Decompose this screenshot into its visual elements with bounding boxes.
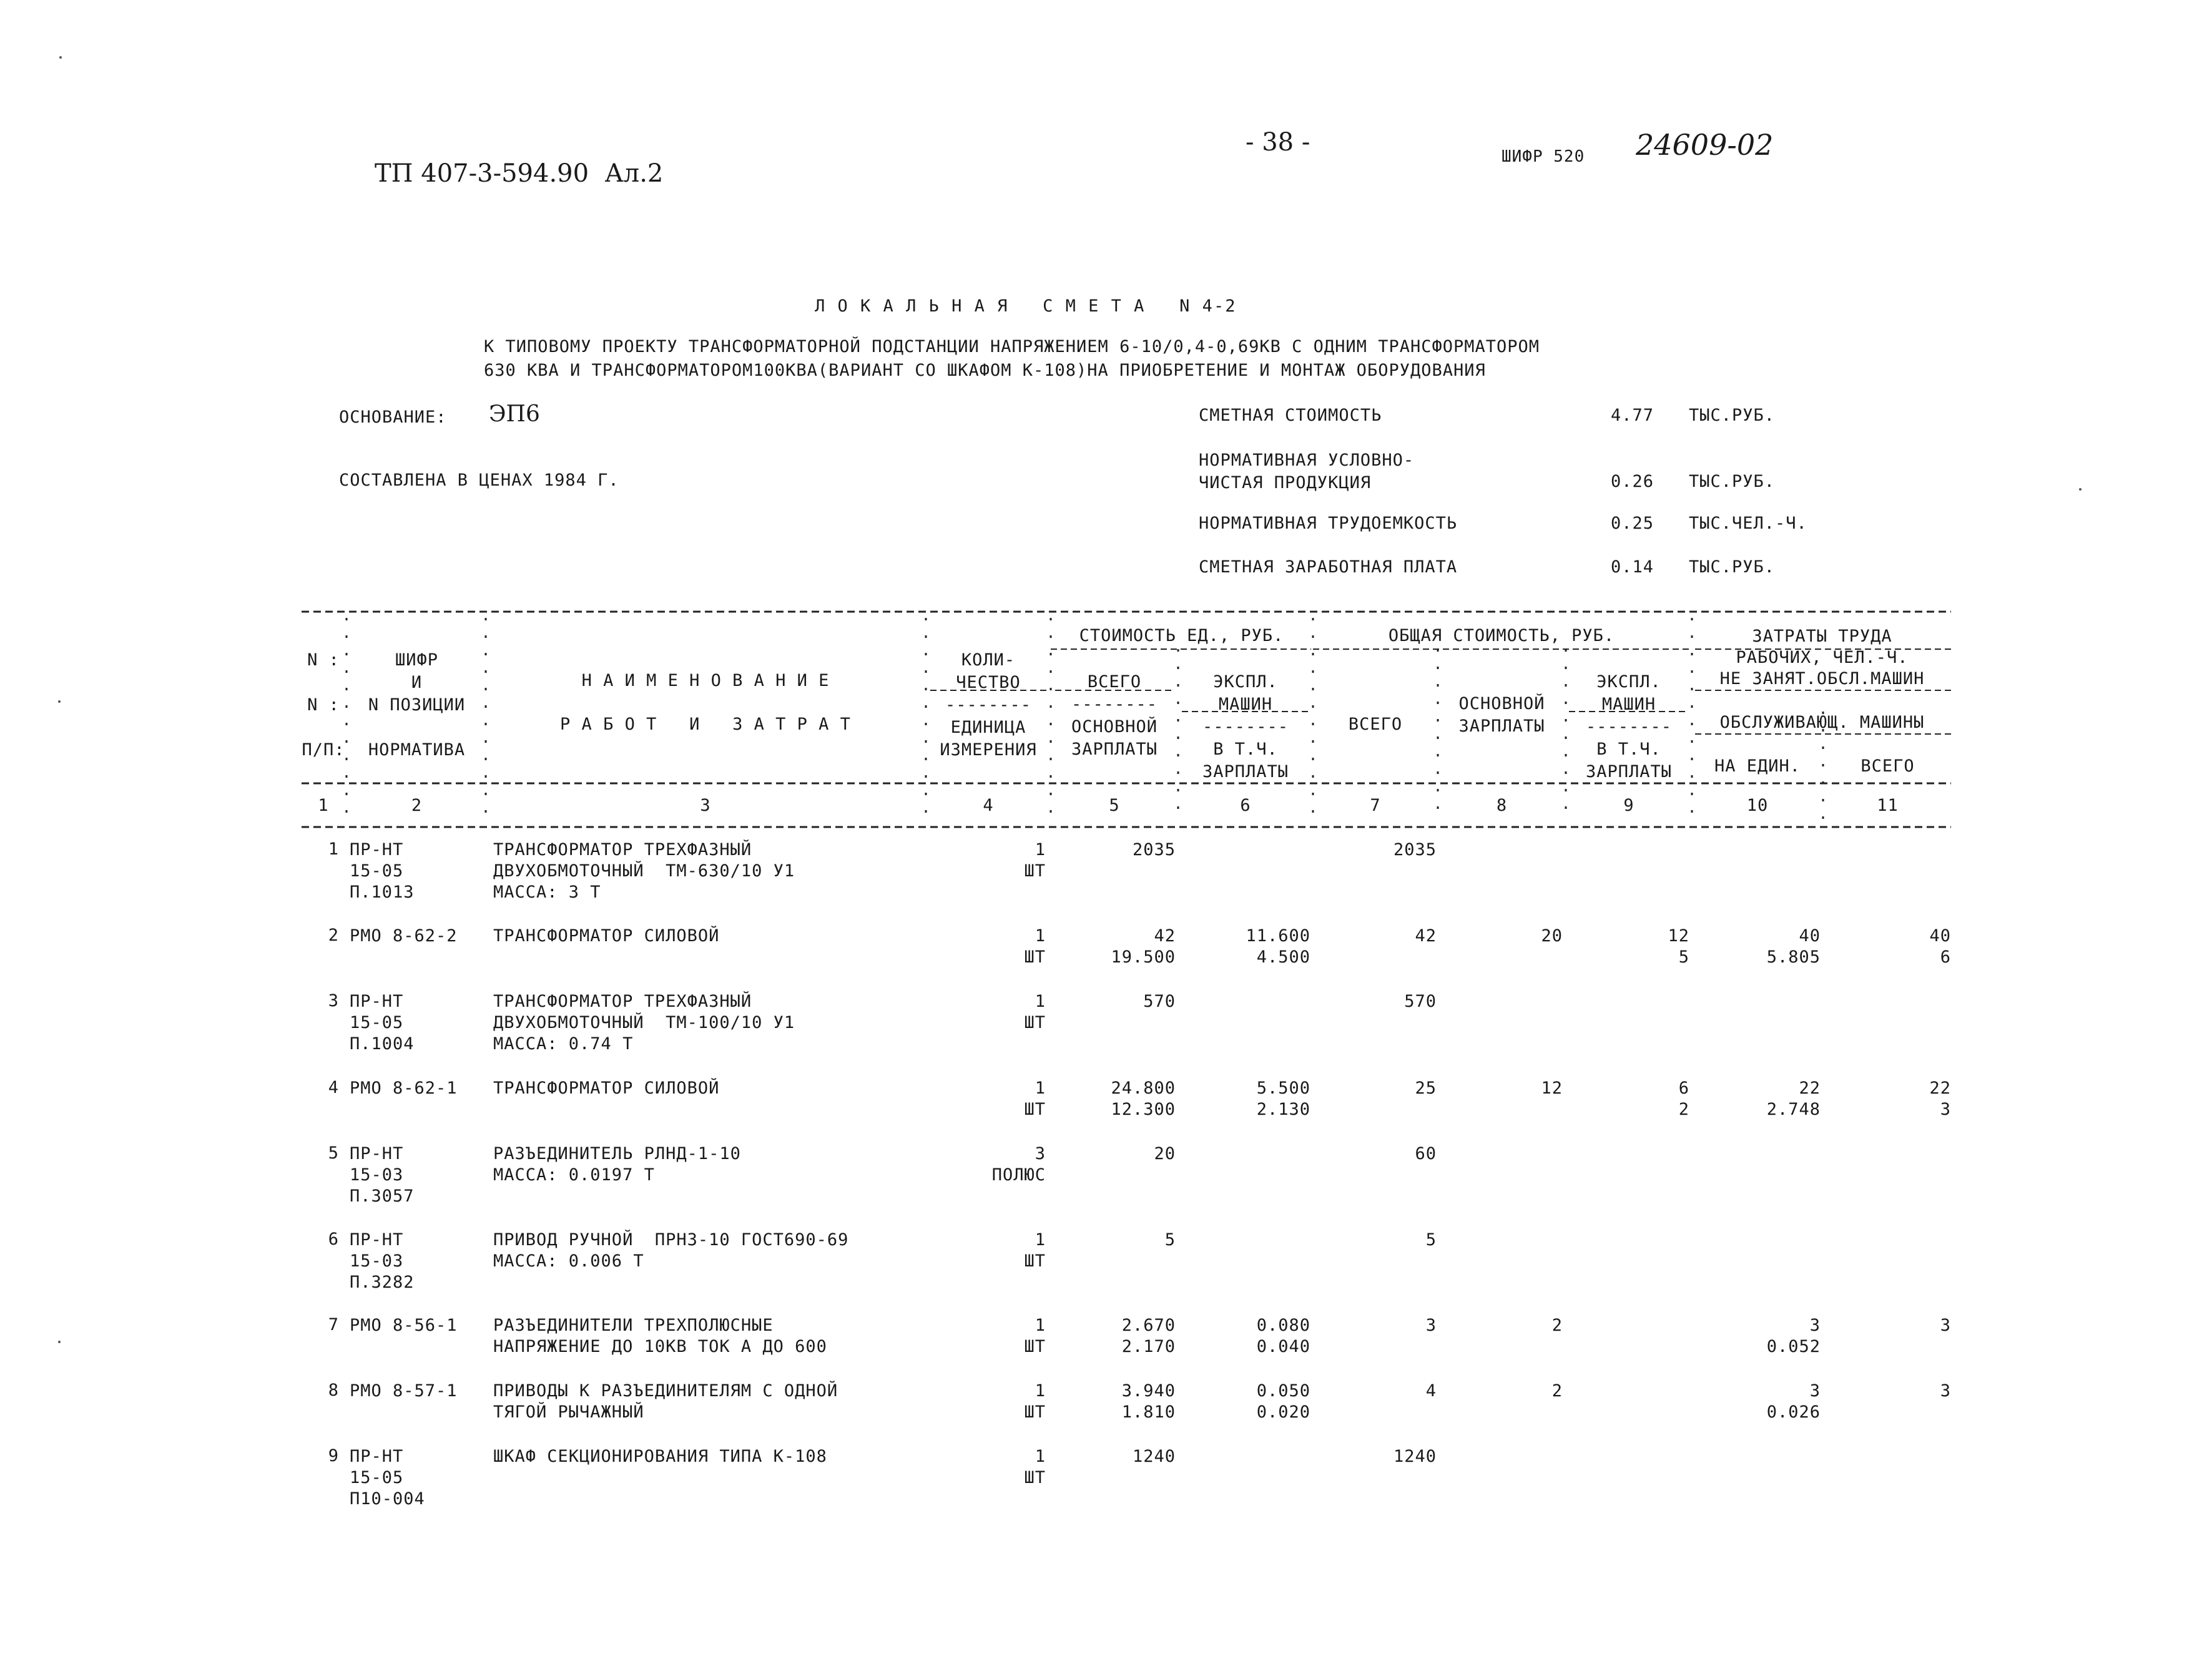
row-code: РМО 8-57-1 (350, 1381, 458, 1401)
summary-label: НОРМАТИВНАЯ ТРУДОЕМКОСТЬ (1199, 514, 1458, 533)
cipher-number: 24609-02 (1636, 128, 1774, 162)
cipher-label: ШИФР 520 (1502, 147, 1585, 166)
basis-label: ОСНОВАНИЕ: (339, 408, 447, 427)
basis-value: ЭП6 (489, 401, 540, 427)
row-qty: 1 ШТ (1024, 1447, 1046, 1487)
row-total: 5 (1425, 1230, 1437, 1250)
col-number: 7 (1370, 796, 1381, 815)
summary-label: СМЕТНАЯ СТОИМОСТЬ (1199, 406, 1382, 425)
col-number: 3 (700, 796, 711, 815)
row-labor-total: 3 (1940, 1381, 1951, 1401)
header-col-7: ВСЕГО (1348, 715, 1403, 734)
estimate-subtitle-line2: 630 КВА И ТРАНСФОРМАТОРОМ100КВА(ВАРИАНТ СО ШКАФОМ К-108)НА ПРИОБРЕТЕНИЕ И МОНТАЖ ОБОРУДОВАНИЯ (484, 361, 1486, 380)
header-col-number: N : N : П/П: (302, 650, 345, 760)
row-total: 570 (1404, 992, 1437, 1011)
header-col-code: ШИФР И N ПОЗИЦИИ НОРМАТИВА (368, 650, 466, 760)
row-unit-total: 5 (1164, 1230, 1176, 1250)
col-number: 5 (1109, 796, 1120, 815)
summary-value: 0.26 (1611, 472, 1654, 491)
row-unit-total: 570 (1143, 992, 1176, 1011)
scan-speck (59, 56, 62, 59)
row-total-wages: 20 (1541, 926, 1563, 946)
row-unit-total: 3.940 1.810 (1121, 1381, 1176, 1422)
row-qty: 1 ШТ (1024, 1230, 1046, 1271)
summary-unit: ТЫС.ЧЕЛ.-Ч. (1689, 514, 1807, 533)
row-code: ПР-НТ 15-03 П.3282 (350, 1230, 415, 1292)
row-labor-total: 40 6 (1929, 926, 1951, 967)
estimate-title: Л О К А Л Ь Н А Я С М Е Т А N 4-2 (815, 296, 1237, 316)
header-col-5: ВСЕГО -------- ОСНОВНОЙ ЗАРПЛАТЫ (1071, 672, 1158, 759)
row-qty: 1 ШТ (1024, 840, 1046, 881)
row-name: ТРАНСФОРМАТОР СИЛОВОЙ (493, 926, 720, 946)
row-name: ТРАНСФОРМАТОР ТРЕХФАЗНЫЙ ДВУХОБМОТОЧНЫЙ ТМ-100/10 У1 МАССА: 0.74 Т (493, 992, 795, 1054)
header-col-9: ЭКСПЛ. МАШИН -------- В Т.Ч. ЗАРПЛАТЫ (1585, 672, 1673, 781)
scan-speck (58, 700, 61, 703)
row-labor-unit: 3 0.052 (1766, 1316, 1821, 1356)
summary-unit: ТЫС.РУБ. (1689, 472, 1776, 491)
row-total-wages: 2 (1551, 1381, 1563, 1401)
scan-speck (58, 1341, 61, 1343)
summary-value: 4.77 (1611, 406, 1654, 425)
row-number: 8 (328, 1381, 339, 1400)
row-name: ШКАФ СЕКЦИОНИРОВАНИЯ ТИПА К-108 (493, 1447, 827, 1466)
compiled-prices-note: СОСТАВЛЕНА В ЦЕНАХ 1984 Г. (339, 471, 619, 490)
row-unit-total: 1240 (1132, 1447, 1176, 1466)
row-code: ПР-НТ 15-03 П.3057 (350, 1144, 415, 1206)
header-col-qty: КОЛИ- ЧЕСТВО -------- ЕДИНИЦА ИЗМЕРЕНИЯ (940, 650, 1037, 760)
header-group-total-cost: ОБЩАЯ СТОИМОСТЬ, РУБ. (1388, 626, 1615, 645)
col-number: 11 (1877, 796, 1899, 815)
row-qty: 1 ШТ (1024, 1316, 1046, 1356)
row-number: 2 (328, 926, 339, 945)
row-labor-unit: 40 5.805 (1766, 926, 1821, 967)
row-number: 3 (328, 991, 339, 1011)
header-group-labor: ЗАТРАТЫ ТРУДА РАБОЧИХ, ЧЕЛ.-Ч. НЕ ЗАНЯТ.ОБСЛ.МАШИН (1719, 627, 1925, 688)
row-total: 42 (1415, 926, 1437, 946)
row-total: 1240 (1393, 1447, 1437, 1466)
row-name: РАЗЪЕДИНИТЕЛИ ТРЕХПОЛЮСНЫЕ НАПРЯЖЕНИЕ ДО 10КВ ТОК А ДО 600 (493, 1316, 827, 1356)
summary-value: 0.25 (1611, 514, 1654, 533)
header-group-labor-machines: ОБСЛУЖИВАЮЩ. МАШИНЫ (1719, 713, 1925, 732)
row-code: РМО 8-56-1 (350, 1316, 458, 1335)
row-code: ПР-НТ 15-05 П.1004 (350, 992, 415, 1054)
row-total: 4 (1425, 1381, 1437, 1401)
row-number: 1 (328, 839, 339, 859)
row-name: ТРАНСФОРМАТОР ТРЕХФАЗНЫЙ ДВУХОБМОТОЧНЫЙ ТМ-630/10 У1 МАССА: 3 Т (493, 840, 795, 902)
scan-speck (2079, 488, 2082, 491)
header-col-name-a: Н А И М Е Н О В А Н И Е (581, 671, 830, 690)
header-col-name-b: Р А Б О Т И З А Т Р А Т (560, 715, 851, 734)
page-number: - 38 - (1246, 128, 1310, 157)
row-qty: 1 ШТ (1024, 926, 1046, 967)
col-number: 9 (1623, 796, 1634, 815)
row-number: 5 (328, 1143, 339, 1163)
row-labor-unit: 22 2.748 (1766, 1079, 1821, 1119)
col-number: 2 (411, 796, 423, 815)
col-number: 8 (1496, 796, 1508, 815)
row-name: РАЗЪЕДИНИТЕЛЬ РЛНД-1-10 МАССА: 0.0197 Т (493, 1144, 741, 1185)
row-labor-total: 3 (1940, 1316, 1951, 1335)
header-col-8: ОСНОВНОЙ ЗАРПЛАТЫ (1458, 694, 1545, 736)
row-code: РМО 8-62-2 (350, 926, 458, 946)
row-qty: 1 ШТ (1024, 1079, 1046, 1119)
row-number: 7 (328, 1315, 339, 1334)
col-number: 6 (1240, 796, 1251, 815)
row-qty: 1 ШТ (1024, 992, 1046, 1032)
row-name: ТРАНСФОРМАТОР СИЛОВОЙ (493, 1079, 720, 1098)
col-number: 10 (1746, 796, 1769, 815)
document-code: ТП 407-3-594.90 Ал.2 (375, 159, 664, 188)
row-name: ПРИВОД РУЧНОЙ ПРН3-10 ГОСТ690-69 МАССА: 0.006 Т (493, 1230, 849, 1271)
summary-label: НОРМАТИВНАЯ УСЛОВНО- ЧИСТАЯ ПРОДУКЦИЯ (1199, 451, 1415, 492)
header-group-unit-cost: СТОИМОСТЬ ЕД., РУБ. (1079, 626, 1284, 645)
row-total-wages: 12 (1541, 1079, 1563, 1098)
row-total-machines: 6 2 (1678, 1079, 1689, 1119)
row-unit-machines: 5.500 2.130 (1256, 1079, 1310, 1119)
row-total-wages: 2 (1551, 1316, 1563, 1335)
row-code: РМО 8-62-1 (350, 1079, 458, 1098)
row-unit-total: 2035 (1132, 840, 1176, 859)
summary-value: 0.14 (1611, 557, 1654, 577)
row-unit-total: 20 (1154, 1144, 1176, 1163)
row-code: ПР-НТ 15-05 П.1013 (350, 840, 415, 902)
row-name: ПРИВОДЫ К РАЗЪЕДИНИТЕЛЯМ С ОДНОЙ ТЯГОЙ РЫЧАЖНЫЙ (493, 1381, 838, 1422)
row-unit-machines: 0.050 0.020 (1256, 1381, 1310, 1422)
row-total: 60 (1415, 1144, 1437, 1163)
row-unit-machines: 11.600 4.500 (1246, 926, 1310, 967)
estimate-subtitle-line1: К ТИПОВОМУ ПРОЕКТУ ТРАНСФОРМАТОРНОЙ ПОДСТАНЦИИ НАПРЯЖЕНИЕМ 6-10/0,4-0,69КВ С ОДНИМ ТРАНСФОРМАТОРОМ (484, 337, 1540, 356)
row-total: 3 (1425, 1316, 1437, 1335)
summary-label: СМЕТНАЯ ЗАРАБОТНАЯ ПЛАТА (1199, 557, 1458, 577)
row-unit-total: 42 19.500 (1111, 926, 1176, 967)
header-col-6: ЭКСПЛ. МАШИН -------- В Т.Ч. ЗАРПЛАТЫ (1202, 672, 1289, 781)
row-qty: 3 ПОЛЮС (991, 1144, 1046, 1185)
row-labor-unit: 3 0.026 (1766, 1381, 1821, 1422)
col-number: 4 (983, 796, 994, 815)
row-total: 2035 (1393, 840, 1437, 859)
row-number: 9 (328, 1446, 339, 1466)
row-unit-machines: 0.080 0.040 (1256, 1316, 1310, 1356)
row-number: 6 (328, 1230, 339, 1249)
row-total: 25 (1415, 1079, 1437, 1098)
row-unit-total: 24.800 12.300 (1111, 1079, 1176, 1119)
summary-unit: ТЫС.РУБ. (1689, 406, 1776, 425)
row-qty: 1 ШТ (1024, 1381, 1046, 1422)
row-unit-total: 2.670 2.170 (1121, 1316, 1176, 1356)
row-total-machines: 12 5 (1668, 926, 1689, 967)
col-number: 1 (318, 796, 329, 815)
row-labor-total: 22 3 (1929, 1079, 1951, 1119)
header-col-10: НА ЕДИН. (1714, 756, 1801, 776)
row-code: ПР-НТ 15-05 П10-004 (350, 1447, 425, 1509)
summary-unit: ТЫС.РУБ. (1689, 557, 1776, 577)
row-number: 4 (328, 1078, 339, 1097)
header-col-11: ВСЕГО (1861, 756, 1915, 776)
